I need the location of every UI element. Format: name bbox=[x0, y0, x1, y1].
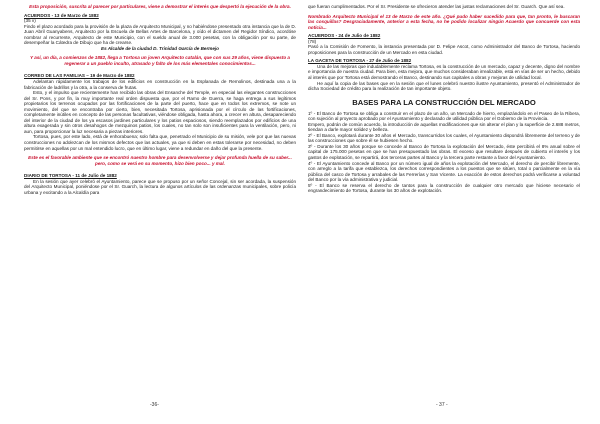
spacer bbox=[24, 166, 296, 170]
signature-line: Es Alcalde de la ciudad D. Trinidad García de Bermejo bbox=[101, 45, 219, 51]
base-item: 5º - El Banco se reserva el derecho de tantos para la construcción de cualquier otro mercado que hiciese necesario el engrandecimiento de Tortosa, durante los 30 años de explotación. bbox=[308, 182, 580, 194]
section-heading: DIARIO DE TORTOSA - 11 de Julio de 1882 bbox=[24, 173, 117, 179]
section-heading: ACUERDOS - 24 de Julio de 1882 bbox=[308, 33, 381, 39]
body-paragraph: En la sesión que ayer celebró el Ayuntamiento, parece que se propuso por un señor Concejal, sin ser acordada, la suspensión del Arquitecto Municipal, poniéndose por el Sr. Guarch, la lectura de algunos artículos de las ordenanzas municipales, sobre policía urbana y excitando a la Alcaldía para bbox=[24, 178, 296, 195]
base-item: 1º - El Banco de Tortosa se obliga a construir en el plazo de un año, un Mercado de hierro, emplazándolo en el Paseo de la Ribera, con sujeción al proyecto aprobado por el Ayuntamiento y declarado de utilidad pública por el Gobierno de la Provincia. bbox=[308, 110, 580, 122]
left-page bbox=[24, 4, 296, 195]
section-heading: LA GACETA DE TORTOSA - 27 de Julio de 1882 bbox=[308, 58, 412, 64]
section-heading: CORREO DE LAS FAMILIAS – 19 de Marzo de 1882 bbox=[24, 73, 135, 79]
base-item: 2º - El Banco, explotará durante 30 años el Mercado, transcurridos los cuales, el Ayuntamiento dispondrá libremente del terreno y de las construcciones que sobre él se hubiesen hecho. bbox=[308, 132, 580, 144]
base-item: 3º - Durante los 30 años porque se concede al Banco de Tortosa la explotación del Mercado, éste percibirá el 8% anual sobre el capital de 175.000 pesetas en que se han presupuestado las obras. El exceso que resultare después de cubierto el interés y los gastos de explotación, se repartirá, dos terceras partes al Banco y la tercera parte restante a favor del Ayuntamiento. bbox=[308, 143, 580, 161]
red-commentary: Esta proposición, suscrita al parecer por particulares, viene a demostrar el interés que despertó la ejecución de la obra. bbox=[29, 4, 291, 9]
red-commentary: Y así, un día, a comienzos de 1882, llega a Tortosa un joven Arquitecto catalán, que con sus 29 años, viene dispuesto a regenerar a un pueblo inculto, atrasado y falto de los más elementales conocimientos... bbox=[30, 55, 290, 66]
red-commentary: Nombrado Arquitecto Municipal el 13 de Marzo de este año. ¿Qué pudo haber sucedido para que, tan pronto, le buscaran las cosquillas? Desgraciadamente, anterior a esta fecha, no he podido localizar ningún Acuerdo que concuerde con esta noticia... bbox=[308, 13, 580, 30]
body-paragraph: Tortosa, pues, por este lado, está de enhorabuena; solo falta que, penetrado el Municipio de su misión, vele por que las nuevas construcciones no adolezcan de los mismos defectos que las actuales, ya que si deben en estas tolerarse por necesidad, no deben permitirse en aquellas por un mal entendido lucro, que en último lugar, viene a redundar en daño del que la presente. bbox=[24, 134, 296, 151]
body-paragraph: He aquí la copia de las bases que en la sesión que el lunes celebró nuestro ilustre Ayuntamiento, presentó el Administrador de dicha Sociedad de crédito para la realización de tan importante objeto. bbox=[308, 80, 580, 92]
right-page bbox=[308, 4, 580, 194]
body-paragraph: Findo el plazo acordado para la provisión de la plaza de Arquitecto Municipal, y no habiéndose presentado otra instancia que la de D. Juan Abril Guanyabens, Arquitecto por la Escuela de Bellas Artes de Barcelona, y oído el dictamen del Regidor Síndico, acordóse nombrar al recurrente, Arquitecto de este Municipio, con el sueldo anual de 3.000 pesetas, con la obligación por su parte, de desempeñar la Cátedra de Dibujo que ha de crearse. bbox=[24, 23, 296, 46]
red-commentary: Este es el favorable ambiente que se encontró nuestro hombre para desenvolverse y dejar profunda huella de su saber... pero, como se verá en su momento, hizo bien poco... y mal. bbox=[28, 155, 292, 166]
reference-number: (78) bbox=[308, 38, 317, 44]
reference-number: (35 v) bbox=[24, 18, 36, 24]
body-paragraph: Esto, y el impulso que recientemente han recibido las obras del Ensanche del Temple, en especial las elegantes construcciones del Sr. Pons, y por fin, la muy importante real orden dispuesta que, por el Ramo de Guerra, se haga entrega a sus legítimos propietarios los terrenos ocupados por las fortificaciones de la parte del puerto, hace que en todos los extremos, se note un movimiento, del que se encontraba por cierto, bien, necesitada Tortosa, aprisionada por el círculo de las fortificaciones, completamente inútiles en concepto de las personas facultativas, viéndose obligada, hasta ahora, a crecer en altura, desapareciendo del interior de la ciudad de los ya escasos jardines particulares y los patios espaciosos, siendo reemplazados por edificios de una altura exagerada y sin otros desahogos de mezquinos patios, los cuales, no tan solo son insuficientes para la ventilación, pero, ni aun, para proporcionar la luz necesaria a piezas interiores. bbox=[24, 90, 296, 134]
body-paragraph: Adelantan rápidamente los trabajos de los edificios en construcción en la Esplanada de Remolinos, destinada una a la fabricación de ladrillos y la otra, a la conserva de frutas. bbox=[24, 79, 296, 90]
body-paragraph: que fueran cumplimentados. Por el Sr. Presidente se ofrecieron atender las justas reclamaciones del Sr. Guarch. Que así sea. bbox=[308, 4, 565, 9]
base-item: Empero, podrán de común acuerdo, la introducción de aquellas modificaciones que sin alterar el plan y la superficie de 2.688 metros, tiendan a darle mayor solidez y belleza. bbox=[308, 121, 580, 133]
body-paragraph: Pasó a la Comisión de Fomento, la instancia presentada por D. Felipe Ascot, como Administrador del Banco de Tortosa, haciendo proposiciones para la construcción de un Mercado en esta ciudad. bbox=[308, 44, 580, 55]
body-paragraph: Una de las mejoras que indudablemente reclama Tortosa, es la construcción de un mercado, capaz y decente, digno del nombre e importancia de nuestra ciudad. Para bien, esta mejora, que muchos consideraban irrealizable, está en vías de ser un hecho, debido al interés que por Tortosa está demostrando el Banco, destinando sus capitales a obras y mejoras de utilidad local. bbox=[308, 63, 580, 81]
base-item: 4º - El Ayuntamiento concede al Banco por un número igual de años la explotación del Mercado, el derecho de percibir libremente, con arreglo a la tarifa que establezca, los derechos correspondientes a los puestos que se sitúen, total o parcialmente en la vía pública del casco de Tortosa y arrabales de las Ferrerías y San Vicente. La exacción de estos derechos podrá verificarse a voluntad del Banco por la vía administrativa y judicial. bbox=[308, 160, 580, 183]
page-number-left: -36- bbox=[150, 402, 159, 408]
spacer bbox=[24, 66, 296, 70]
bases-title: BASES PARA LA CONSTRUCCIÓN DEL MERCADO bbox=[352, 97, 536, 107]
page-number-right: - 37 - bbox=[436, 402, 448, 408]
section-heading: ACUERDOS - 13 de Marzo de 1882 bbox=[24, 12, 99, 18]
